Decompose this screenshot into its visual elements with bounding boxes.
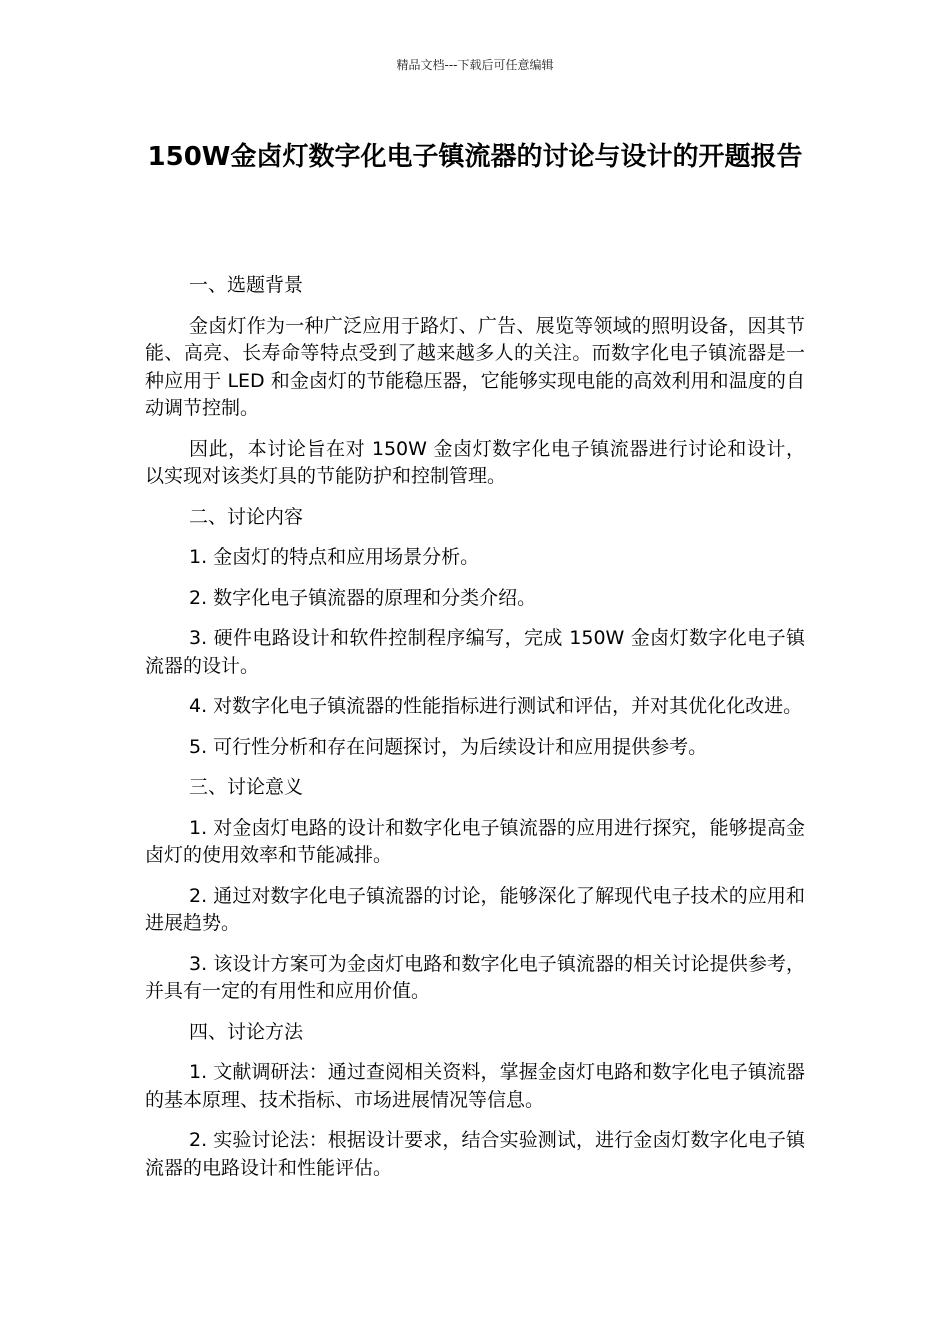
list-item: 2. 实验讨论法：根据设计要求，结合实验测试，进行金卤灯数字化电子镇流器的电路设计和性能评估。 [145, 1129, 805, 1179]
list-item: 4. 对数字化电子镇流器的性能指标进行测试和评估，并对其优化化改进。 [189, 695, 803, 717]
document-title: 150W金卤灯数字化电子镇流器的讨论与设计的开题报告 [147, 142, 803, 172]
header-note: 精品文档---下载后可任意编辑 [396, 58, 554, 72]
list-item: 1. 文献调研法：通过查阅相关资料，掌握金卤灯电路和数字化电子镇流器的基本原理、技术指标、市场进展情况等信息。 [145, 1061, 805, 1111]
list-item: 2. 数字化电子镇流器的原理和分类介绍。 [189, 586, 537, 609]
list-item: 3. 硬件电路设计和软件控制程序编写，完成 150W 金卤灯数字化电子镇流器的设计。 [145, 627, 805, 677]
section-heading-background: 一、选题背景 [189, 274, 304, 296]
list-item: 1. 对金卤灯电路的设计和数字化电子镇流器的应用进行探究，能够提高金卤灯的使用效率和节能减排。 [145, 816, 805, 866]
list-item: 2. 通过对数字化电子镇流器的讨论，能够深化了解现代电子技术的应用和进展趋势。 [145, 884, 805, 934]
section-heading-significance: 三、讨论意义 [189, 776, 304, 798]
list-item: 1. 金卤灯的特点和应用场景分析。 [189, 546, 480, 568]
list-item: 3. 该设计方案可为金卤灯电路和数字化电子镇流器的相关讨论提供参考，并具有一定的有用性和应用价值。 [145, 952, 805, 1002]
list-item: 5. 可行性分析和存在问题探讨，为后续设计和应用提供参考。 [189, 735, 708, 758]
paragraph: 金卤灯作为一种广泛应用于路灯、广告、展览等领域的照明设备，因其节能、高亮、长寿命等特点受到了越来越多人的关注。而数字化电子镇流器是一种应用于 LED 和金卤灯的节能稳压器，它能够实现电能的高效利用和温度的自动调节控制。 [145, 314, 805, 419]
section-heading-methods: 四、讨论方法 [189, 1020, 304, 1043]
paragraph: 因此，本讨论旨在对 150W 金卤灯数字化电子镇流器进行讨论和设计，以实现对该类灯具的节能防护和控制管理。 [145, 437, 805, 487]
document-body [145, 272, 805, 1195]
section-heading-content: 二、讨论内容 [189, 505, 304, 528]
